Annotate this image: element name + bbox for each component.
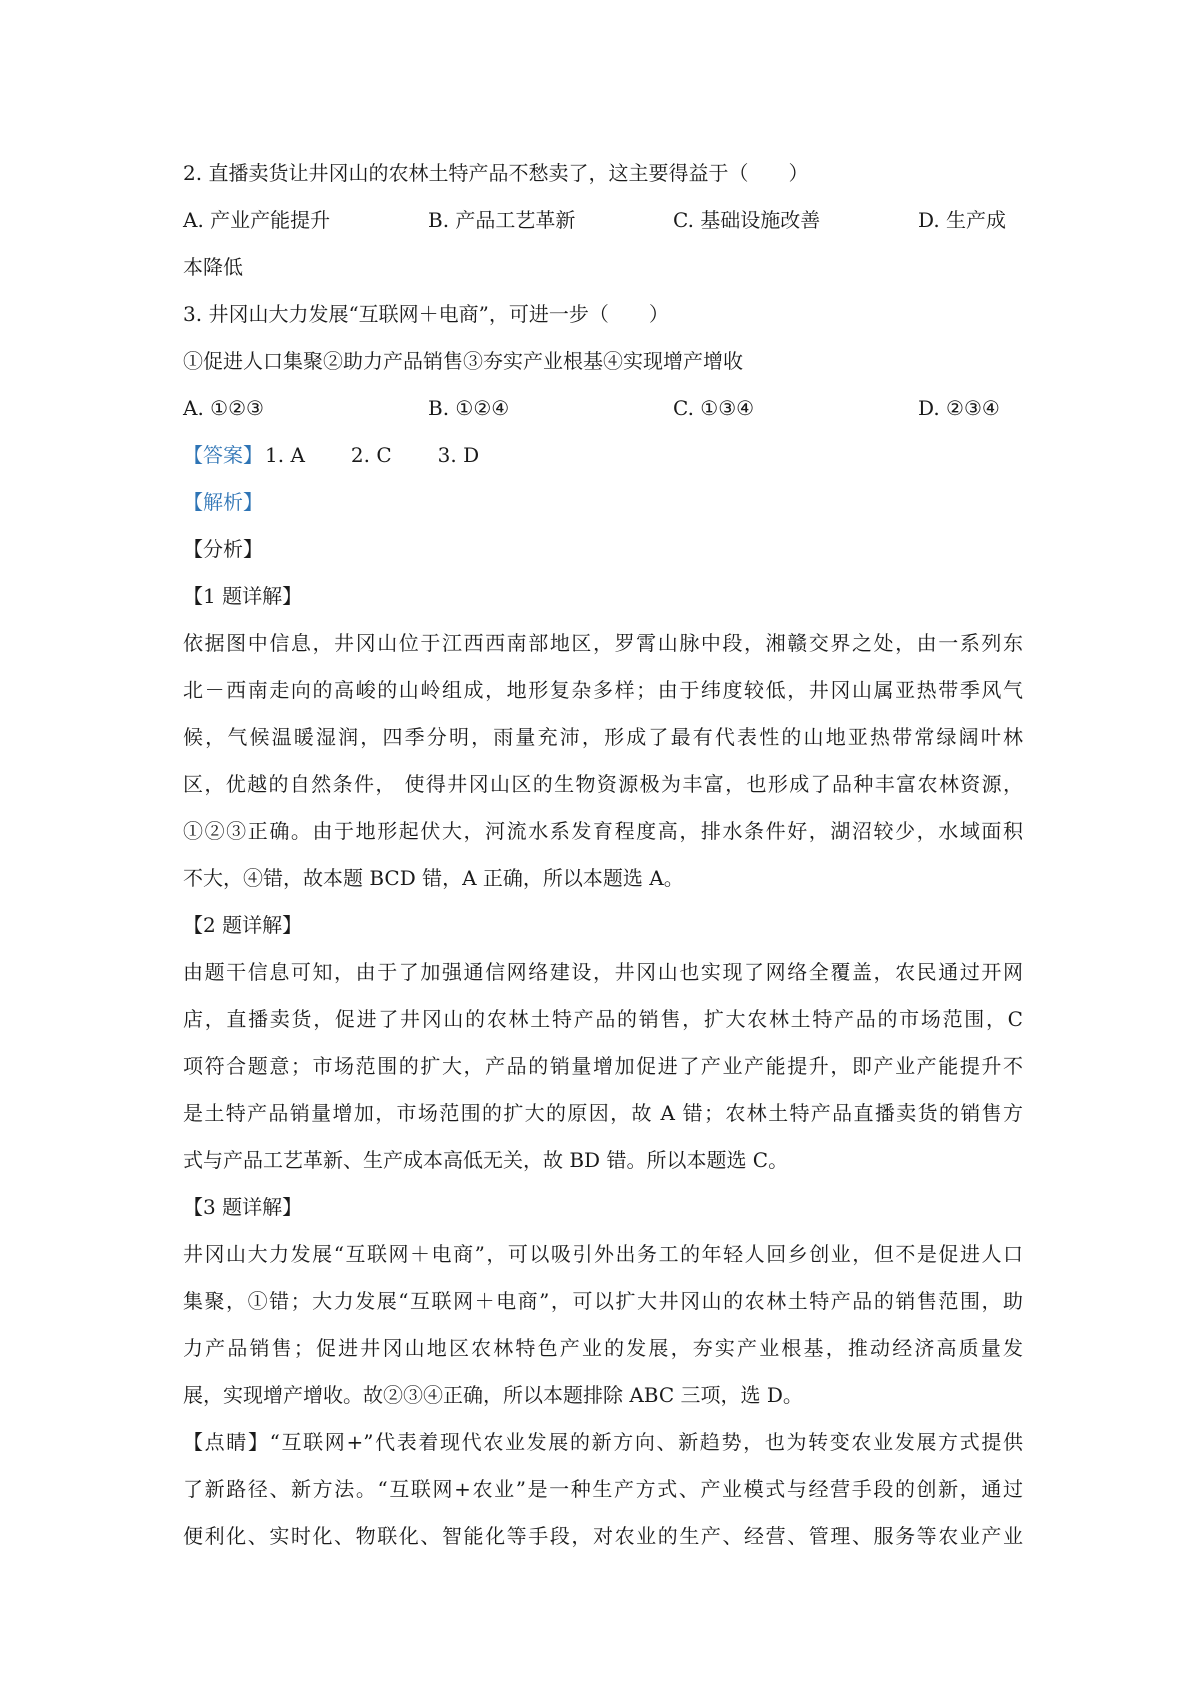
question-2-options	[183, 197, 1023, 244]
analysis-label: 【解析】	[183, 490, 263, 514]
question-3-option-d: D. ②③④	[918, 396, 1000, 420]
dianjing-line-first	[183, 1419, 1023, 1466]
detail-1-line: ①②③正确。由于地形起伏大，河流水系发育程度高，排水条件好，湖沼较少，水域面积	[183, 819, 1023, 843]
answer-value-1: 1. A	[265, 443, 305, 467]
detail-2-paragraph	[183, 949, 1023, 1184]
question-3-option-a: A. ①②③	[183, 396, 264, 420]
detail-1-line: 候，气候温暖湿润，四季分明，雨量充沛，形成了最有代表性的山地亚热带常绿阔叶林	[183, 725, 1023, 749]
detail-3-line: 井冈山大力发展“互联网＋电商”，可以吸引外出务工的年轻人回乡创业，但不是促进人口	[183, 1242, 1023, 1266]
detail-1-paragraph	[183, 620, 1023, 902]
question-3-option-b: B. ①②④	[428, 396, 510, 420]
answer-value-2: 2. C	[350, 443, 392, 467]
dianjing-line: 了新路径、新方法。“互联网+农业”是一种生产方式、产业模式与经营手段的创新，通过	[183, 1477, 1023, 1501]
question-2-stem: 2. 直播卖货让井冈山的农林土特产品不愁卖了，这主要得益于（ ）	[183, 161, 809, 185]
detail-3-line: 集聚，①错；大力发展“互联网＋电商”，可以扩大井冈山的农林土特产品的销售范围，助	[183, 1289, 1023, 1313]
detail-1-line: 北－西南走向的高峻的山岭组成，地形复杂多样；由于纬度较低，井冈山属亚热带季风气	[183, 678, 1023, 702]
fenxi-label: 【分析】	[183, 537, 263, 561]
question-3-items: ①促进人口集聚②助力产品销售③夯实产业根基④实现增产增收	[183, 349, 743, 373]
detail-1-line: 不大，④错，故本题 BCD 错，A 正确，所以本题选 A。	[183, 866, 684, 890]
question-2-option-c: C. 基础设施改善	[673, 208, 821, 232]
document-page	[183, 150, 1023, 1560]
detail-2-line: 项符合题意；市场范围的扩大，产品的销量增加促进了产业产能提升，即产业产能提升不	[183, 1054, 1023, 1078]
dianjing-line: 便利化、实时化、物联化、智能化等手段，对农业的生产、经营、管理、服务等农业产业	[183, 1524, 1023, 1548]
detail-2-line: 由题干信息可知，由于了加强通信网络建设，井冈山也实现了网络全覆盖，农民通过开网	[183, 960, 1023, 984]
answer-value-3: 3. D	[437, 443, 480, 467]
question-2-option-d-wrap: 本降低	[183, 255, 243, 279]
question-2-option-d: D. 生产成	[918, 208, 1007, 232]
dianjing-paragraph	[183, 1419, 1023, 1560]
question-3-stem: 3. 井冈山大力发展“互联网＋电商”，可进一步（ ）	[183, 302, 669, 326]
detail-3-line: 展，实现增产增收。故②③④正确，所以本题排除 ABC 三项，选 D。	[183, 1383, 803, 1407]
answer-label: 【答案】	[183, 443, 263, 467]
detail-1-label: 【1 题详解】	[183, 584, 303, 608]
detail-2-label: 【2 题详解】	[183, 913, 303, 937]
detail-1-line: 区，优越的自然条件， 使得井冈山区的生物资源极为丰富，也形成了品种丰富农林资源，	[183, 772, 1023, 796]
detail-1-line: 依据图中信息，井冈山位于江西西南部地区，罗霄山脉中段，湘赣交界之处，由一系列东	[183, 631, 1023, 655]
detail-3-label: 【3 题详解】	[183, 1195, 303, 1219]
detail-2-line: 是土特产品销量增加，市场范围的扩大的原因，故 A 错；农林土特产品直播卖货的销售方	[183, 1101, 1023, 1125]
question-2-option-b: B. 产品工艺革新	[428, 208, 576, 232]
dianjing-line-text: “互联网+”代表着现代农业发展的新方向、新趋势，也为转变农业发展方式提供	[269, 1430, 1023, 1454]
detail-3-paragraph	[183, 1231, 1023, 1419]
question-3-option-c: C. ①③④	[673, 396, 755, 420]
dianjing-label: 【点睛】	[183, 1430, 270, 1454]
detail-2-line: 式与产品工艺革新、生产成本高低无关，故 BD 错。所以本题选 C。	[183, 1148, 789, 1172]
question-2-option-a: A. 产业产能提升	[183, 208, 331, 232]
answer-line	[183, 432, 1023, 479]
detail-3-line: 力产品销售；促进井冈山地区农林特色产业的发展，夯实产业根基，推动经济高质量发	[183, 1336, 1023, 1360]
detail-2-line: 店，直播卖货，促进了井冈山的农林土特产品的销售，扩大农林土特产品的市场范围，C	[183, 1007, 1023, 1031]
question-3-options	[183, 385, 1023, 432]
